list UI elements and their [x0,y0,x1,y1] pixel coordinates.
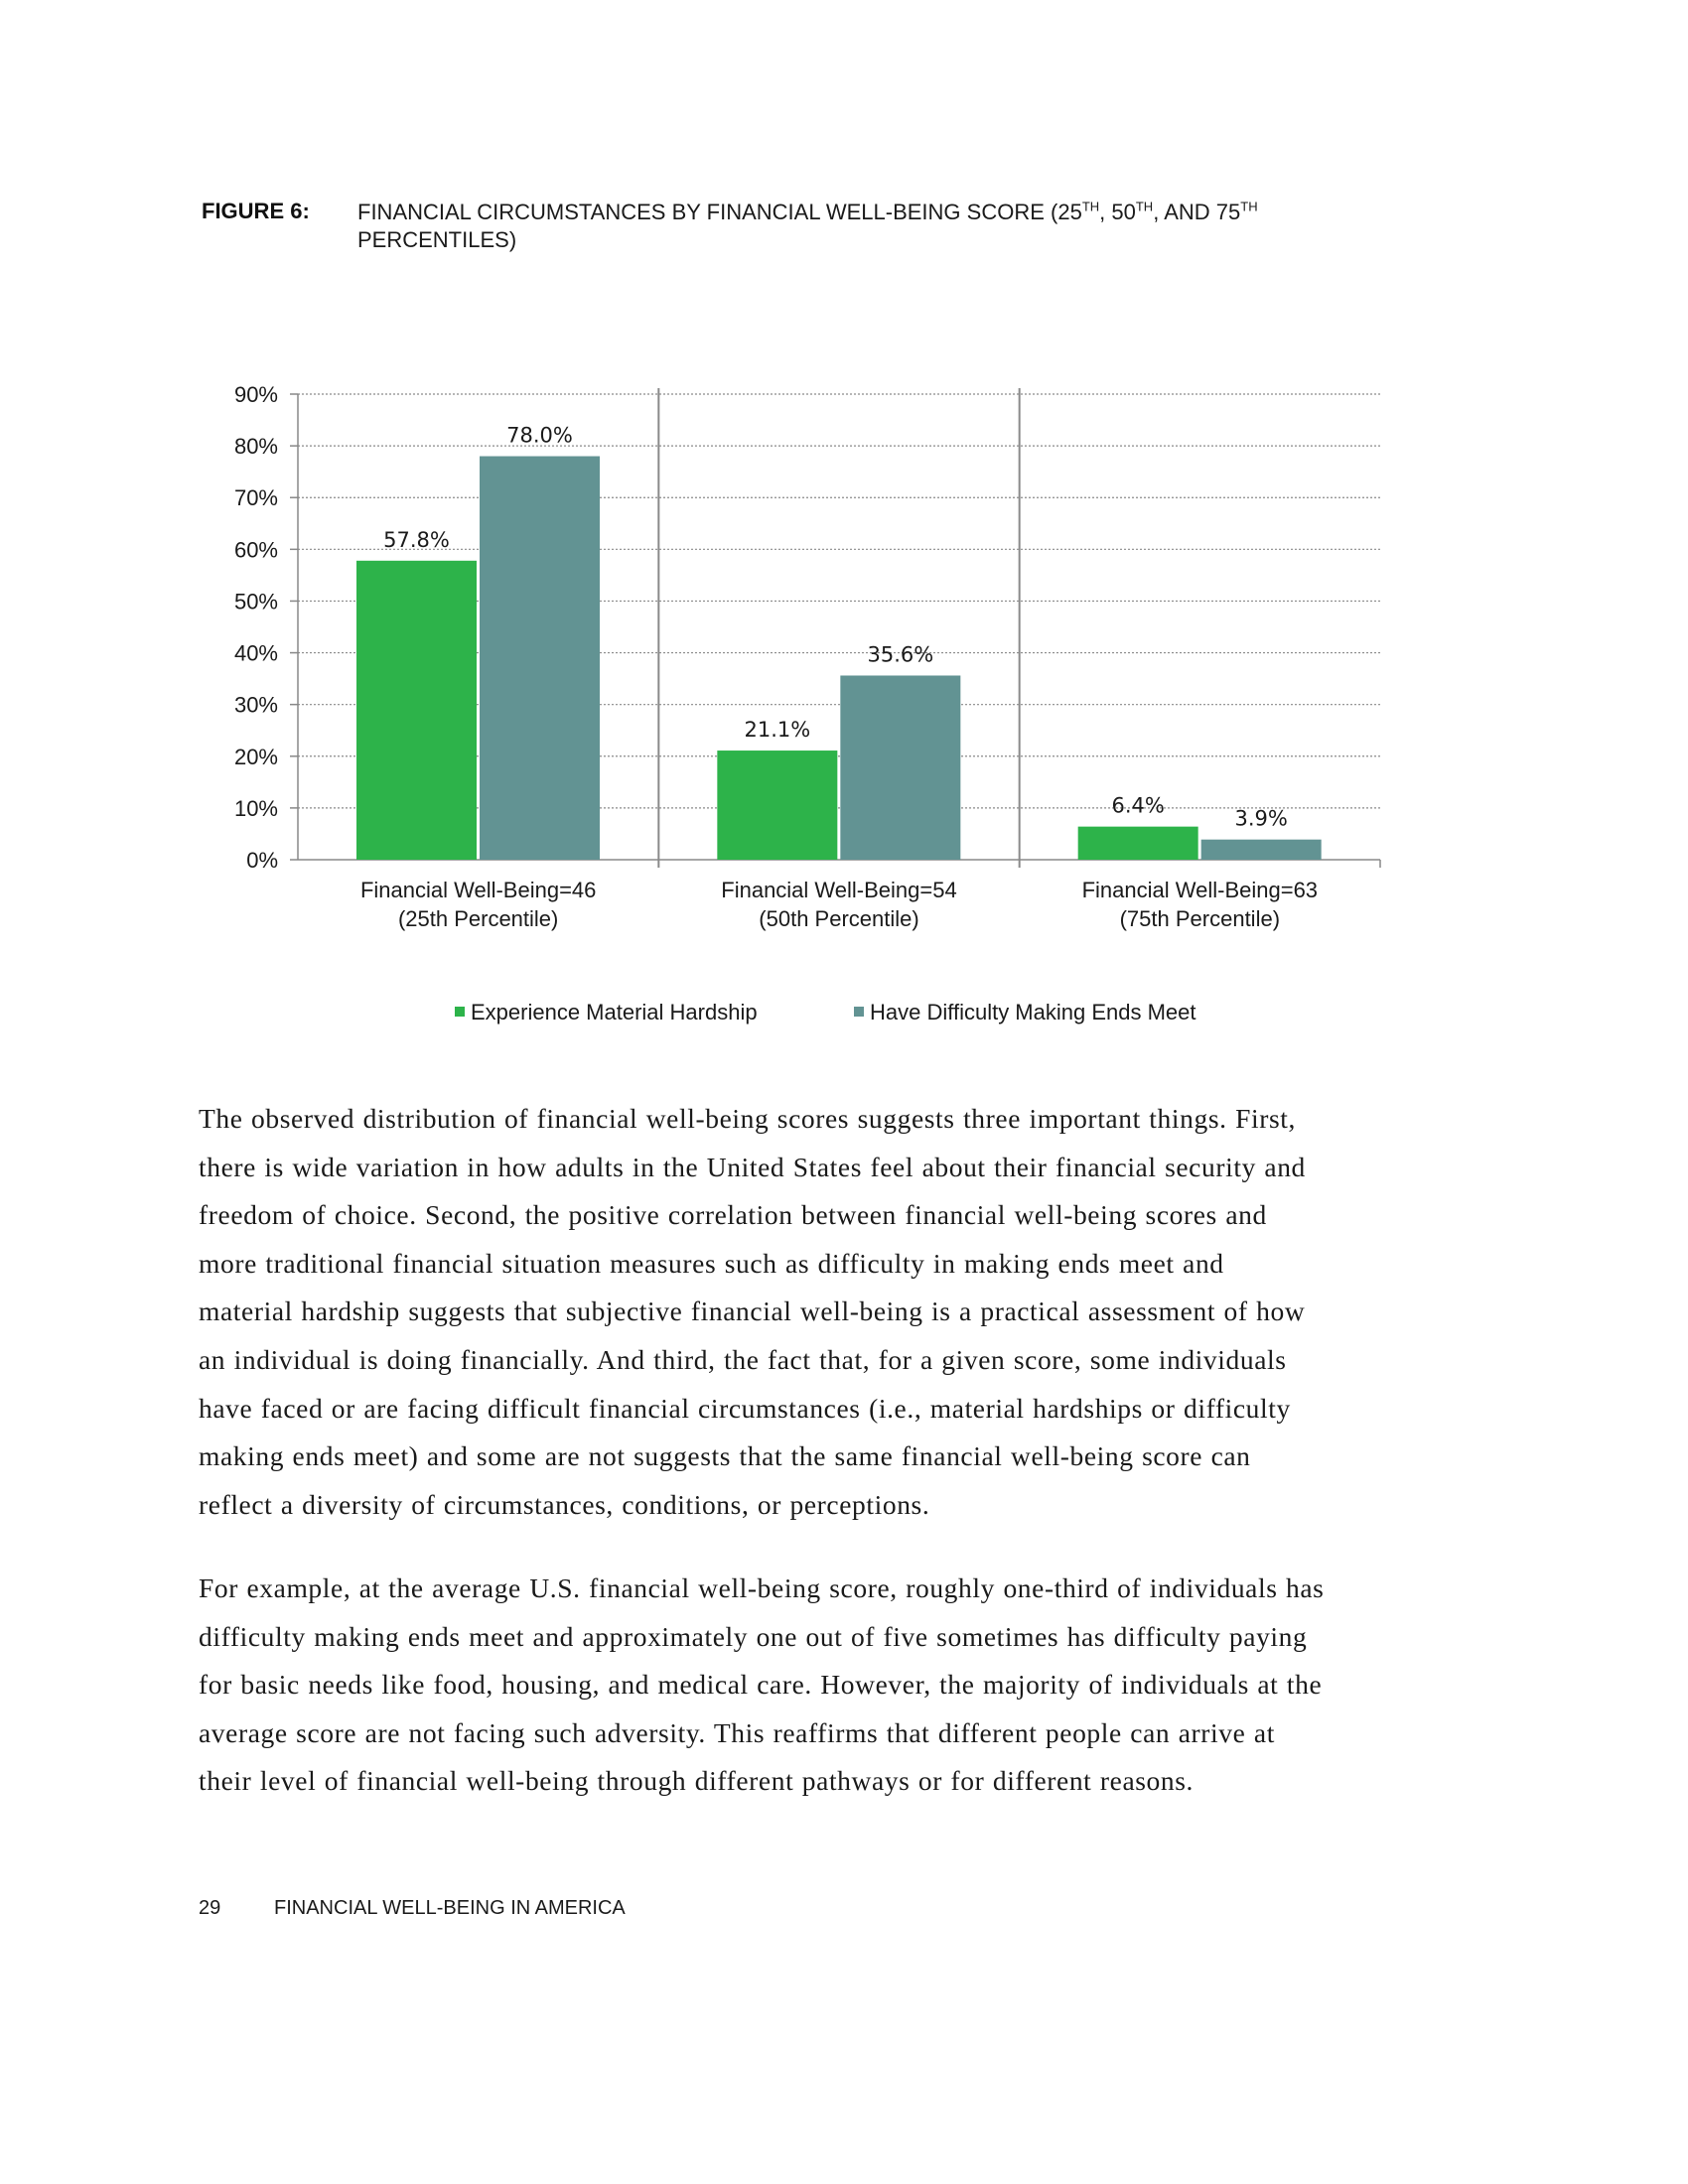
y-tick-label: 90% [233,382,278,407]
figure-title-superscript: TH [1081,199,1100,214]
body-paragraph-2 [199,1565,1489,1806]
x-category-label: (75th Percentile) [1119,906,1281,931]
text-line: for basic needs like food, housing, and medical care. However, the majority of individuals at the [199,1669,1323,1701]
figure-title-line2: PERCENTILES) [357,227,517,252]
figure-title-superscript: TH [1135,199,1154,214]
data-label: 57.8% [383,527,450,552]
y-tick-label: 80% [233,434,278,460]
text-line: material hardship suggests that subjective financial well-being is a practical assessment of how [199,1296,1306,1327]
text-line: there is wide variation in how adults in the United States feel about their financial security and [199,1151,1306,1182]
text-line: freedom of choice. Second, the positive correlation between financial well-being scores and [199,1199,1267,1231]
bar [480,457,600,860]
body-paragraph-1 [199,1095,1489,1529]
figure-label: FIGURE 6: [202,199,310,223]
y-tick-label: 30% [233,692,278,718]
text-line: more traditional financial situation measures such as difficulty in making ends meet and [199,1247,1224,1279]
legend-label: Have Difficulty Making Ends Meet [870,1000,1196,1024]
bar [356,561,477,860]
data-label: 3.9% [1234,806,1288,831]
y-tick-label: 20% [233,744,278,769]
bar [1078,827,1198,860]
data-label: 6.4% [1111,793,1165,818]
legend-swatch [455,1007,465,1017]
text-line: For example, at the average U.S. financial well-being score, roughly one-third of individuals has [199,1572,1325,1603]
text-line: difficulty making ends meet and approximately one out of five sometimes has difficulty paying [199,1620,1308,1652]
data-label: 21.1% [744,718,811,743]
legend-label: Experience Material Hardship [471,1000,758,1024]
y-tick-label: 70% [233,485,278,511]
running-title: FINANCIAL WELL-BEING IN AMERICA [274,1897,626,1919]
x-category-label: Financial Well-Being=54 [721,878,957,902]
x-category-label: Financial Well-Being=63 [1081,878,1319,902]
text-line: their level of financial well-being through different pathways or for different reasons. [199,1765,1195,1797]
text-line: making ends meet) and some are not suggests that the same financial well-being score can [199,1440,1251,1472]
figure-title-part: , AND 75 [1153,200,1241,224]
text-line: average score are not facing such adversity. This reaffirms that different people can arrive at [199,1716,1275,1748]
page-number: 29 [199,1897,221,1919]
bar [717,751,837,860]
text-line: reflect a diversity of circumstances, conditions, or perceptions. [199,1488,930,1520]
y-tick-label: 40% [233,640,278,666]
figure-title-part: FINANCIAL CIRCUMSTANCES BY FINANCIAL WELL-BEING SCORE (25 [357,200,1082,224]
y-tick-label: 60% [233,537,278,563]
figure-title-superscript: TH [1240,199,1258,214]
data-label: 78.0% [506,423,573,448]
text-line: have faced or are facing difficult financial circumstances (i.e., material hardships or difficulty [199,1392,1291,1424]
x-category-label: Financial Well-Being=46 [359,878,597,902]
figure-title [357,199,1410,254]
text-line: an individual is doing financially. And third, the fact that, for a given score, some individuals [199,1343,1287,1375]
text-line: The observed distribution of financial well-being scores suggests three important things. First, [199,1103,1296,1134]
bar [1201,840,1322,860]
data-label: 35.6% [867,642,934,667]
bar [840,675,960,860]
x-category-label: (25th Percentile) [397,906,559,931]
y-tick-label: 50% [233,589,278,614]
y-tick-label: 0% [246,848,278,873]
legend-swatch [854,1007,864,1017]
y-tick-label: 10% [233,795,278,821]
bar-chart [199,367,1390,1042]
figure-title-part: , 50 [1099,200,1136,224]
x-category-label: (50th Percentile) [759,906,919,931]
